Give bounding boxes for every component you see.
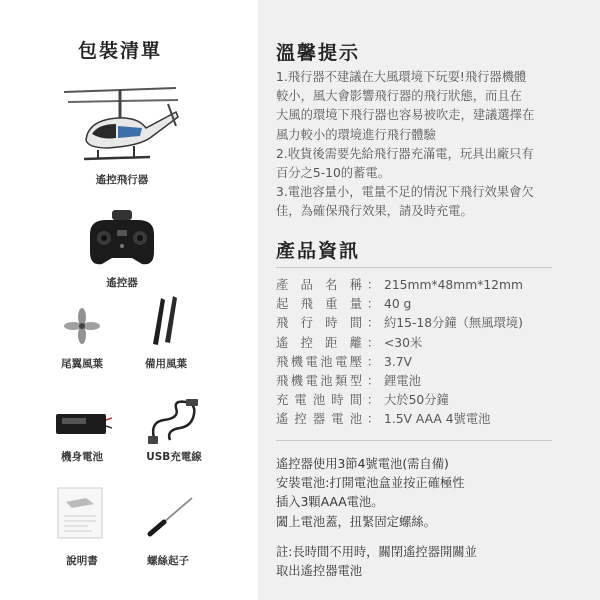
spec-separator: ： bbox=[366, 297, 380, 312]
caption-usb-cable: USB充電線 bbox=[146, 451, 202, 463]
usb-cable-image bbox=[146, 398, 202, 446]
controller-image bbox=[84, 208, 160, 270]
spec-separator: ： bbox=[366, 335, 380, 350]
tips-line: 較小，風大會影響飛行器的飛行狀態，而且在 bbox=[276, 89, 522, 104]
spec-row bbox=[276, 276, 523, 295]
spec-key: 飛行時間 bbox=[276, 316, 362, 331]
tips-line: 2.收貨後需要先給飛行器充滿電，玩具出廠只有 bbox=[276, 146, 534, 161]
spec-key: 飛機電池類型 bbox=[276, 374, 362, 389]
spec-value: 1.5V AAA 4號電池 bbox=[384, 412, 491, 427]
spare-blades-image bbox=[145, 296, 185, 346]
note-line: 插入3顆AAA電池。 bbox=[276, 495, 384, 510]
packing-panel bbox=[0, 0, 258, 600]
tips-line: 3.電池容量小，電量不足的情況下飛行效果會欠 bbox=[276, 185, 534, 200]
battery-notes bbox=[276, 455, 576, 532]
spec-key: 起飛重量 bbox=[276, 297, 362, 312]
spec-key: 遙控器電池 bbox=[276, 412, 362, 427]
manual-image bbox=[56, 486, 104, 540]
packing-list-title: 包裝清單 bbox=[78, 40, 163, 62]
warm-tips-text bbox=[276, 68, 590, 222]
caption-manual: 說明書 bbox=[66, 555, 98, 567]
tips-line: 佳，為確保飛行效果，請及時充電。 bbox=[276, 204, 473, 219]
spec-row bbox=[276, 314, 523, 333]
battery-image bbox=[52, 408, 112, 438]
spec-row bbox=[276, 391, 523, 410]
caption-battery: 機身電池 bbox=[61, 451, 103, 463]
divider bbox=[276, 440, 552, 441]
caption-spare-blades: 備用風葉 bbox=[145, 358, 187, 370]
spec-key: 飛機電池電壓 bbox=[276, 354, 362, 369]
spec-separator: ： bbox=[366, 354, 380, 369]
spec-row bbox=[276, 334, 523, 353]
tips-line: 風力較小的環境進行飛行體驗 bbox=[276, 127, 436, 142]
spec-key: 產品名稱 bbox=[276, 278, 362, 292]
warm-tips-title: 溫馨提示 bbox=[276, 42, 361, 64]
spec-value: 鋰電池 bbox=[384, 374, 421, 389]
caption-helicopter: 遙控飛行器 bbox=[95, 174, 149, 186]
spec-row bbox=[276, 353, 523, 372]
spec-value: <30米 bbox=[384, 335, 423, 350]
spec-separator: ： bbox=[366, 278, 380, 292]
spec-row bbox=[276, 372, 523, 391]
spec-separator: ： bbox=[366, 316, 380, 331]
spec-value: 40 g bbox=[384, 297, 412, 312]
storage-note bbox=[276, 543, 576, 581]
spec-value: 215mm*48mm*12mm bbox=[384, 278, 523, 292]
note-line: 遙控器使用3節4號電池(需自備) bbox=[276, 457, 449, 471]
spec-value: 約15-18分鐘（無風環境) bbox=[384, 316, 523, 331]
spec-separator: ： bbox=[366, 412, 380, 427]
spec-key: 充電池時間 bbox=[276, 393, 362, 408]
tail-fan-image bbox=[64, 308, 100, 344]
caption-controller: 遙控器 bbox=[106, 277, 138, 289]
divider bbox=[276, 267, 552, 268]
spec-value: 3.7V bbox=[384, 354, 412, 369]
screwdriver-image bbox=[146, 494, 196, 538]
spec-row bbox=[276, 410, 523, 429]
tips-line: 百分之5-10的蓄電。 bbox=[276, 166, 390, 181]
note-line: 取出遙控器電池 bbox=[276, 564, 363, 579]
tips-line: 大風的環境下飛行器也容易被吹走，建議選擇在 bbox=[276, 108, 535, 123]
spec-table bbox=[276, 276, 523, 430]
spec-separator: ： bbox=[366, 393, 380, 408]
spec-value: 大於50分鐘 bbox=[384, 393, 449, 408]
note-line: 安裝電池:打開電池盒並按正確極性 bbox=[276, 476, 465, 491]
caption-tail-fan: 尾翼風葉 bbox=[61, 358, 103, 370]
spec-separator: ： bbox=[366, 374, 380, 389]
spec-key: 遙控距離 bbox=[276, 335, 362, 350]
tips-line: 1.飛行器不建議在大風環境下玩耍!飛行器機體 bbox=[276, 70, 527, 84]
spec-row bbox=[276, 295, 523, 314]
note-line: 闔上電池蓋，扭緊固定螺絲。 bbox=[276, 514, 436, 529]
note-line: 註:長時間不用時，關閉遙控器開關並 bbox=[276, 545, 477, 559]
caption-screwdriver: 螺絲起子 bbox=[147, 555, 189, 567]
product-info-title: 產品資訊 bbox=[276, 240, 361, 262]
helicopter-image bbox=[58, 82, 183, 172]
